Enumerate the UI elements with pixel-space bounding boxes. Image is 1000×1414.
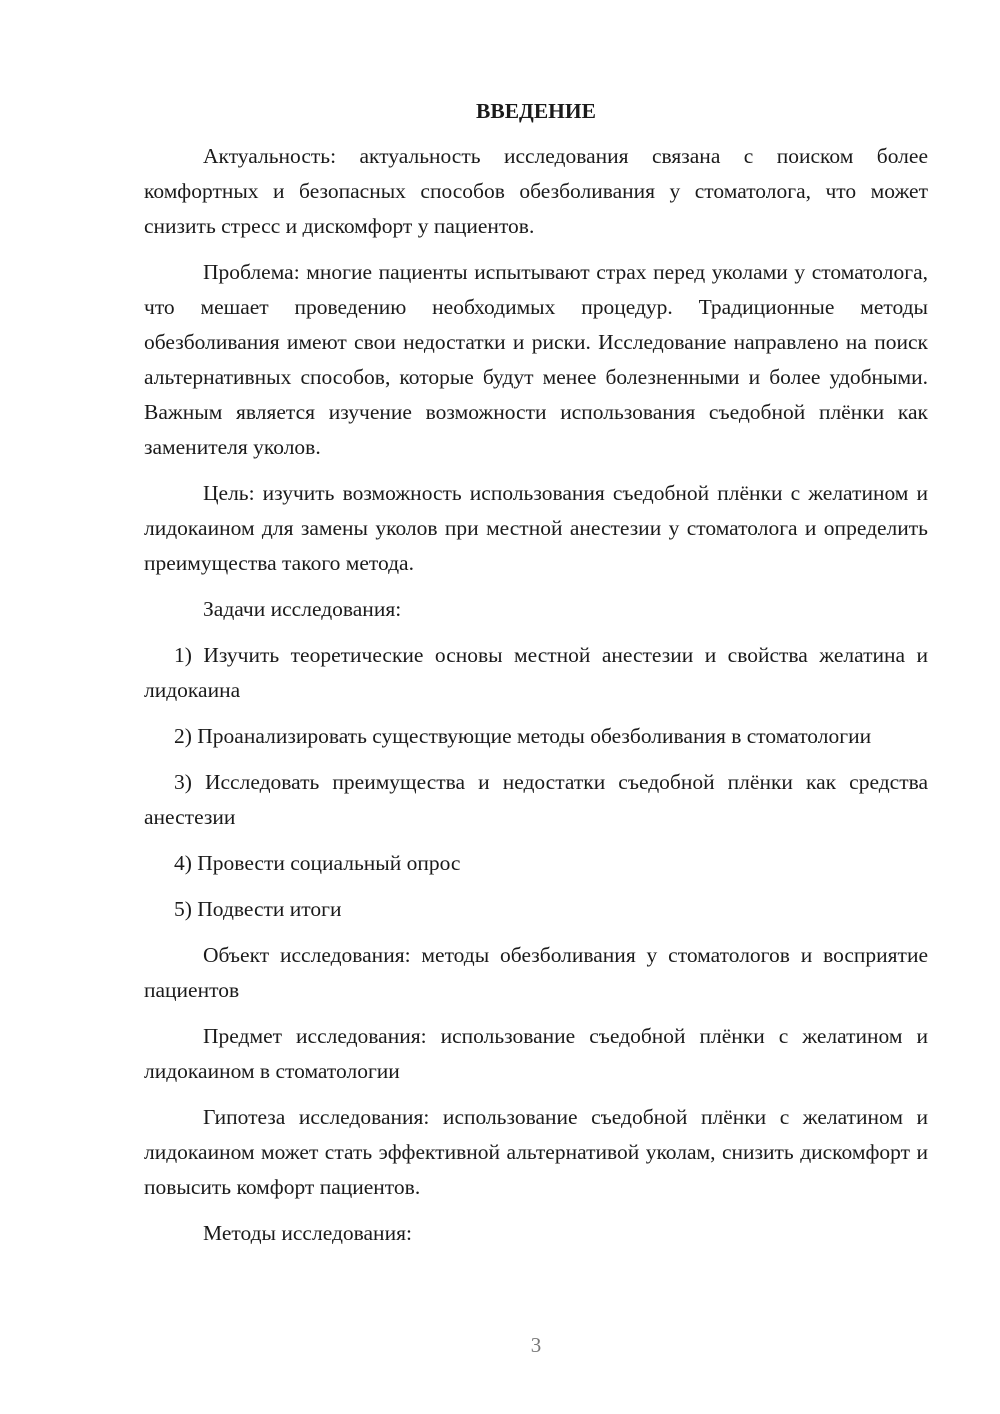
paragraph-problem: Проблема: многие пациенты испытывают страх перед уколами у стоматолога, что мешает проведению необходимых процедур. Традиционные методы обезболивания имеют свои недостатки и риски. Исследование направлено на поиск альтернативных способов, которые будут менее болезненными и более удобными. Важным является изучение возможности использования съедобной плёнки как заменителя уколов. [144,260,928,459]
paragraph-object: Объект исследования: методы обезболивания у стоматологов и восприятие пациентов [144,943,928,1002]
paragraph-subject: Предмет исследования: использование съедобной плёнки с желатином и лидокаином в стоматологии [144,1024,928,1083]
document-page [144,94,928,1251]
paragraph-methods: Методы исследования: [203,1221,412,1245]
list-item: 5) Подвести итоги [174,897,342,921]
paragraph-tasks-heading: Задачи исследования: [203,597,402,621]
page-number: 3 [530,1333,542,1357]
list-item: 4) Провести социальный опрос [174,851,461,875]
list-item: 2) Проанализировать существующие методы обезболивания в стоматологии [174,724,872,748]
section-title: ВВЕДЕНИЕ [476,99,596,123]
paragraph-hypothesis: Гипотеза исследования: использование съедобной плёнки с желатином и лидокаином может стать эффективной альтернативой уколам, снизить дискомфорт и повысить комфорт пациентов. [144,1105,928,1199]
list-item: 3) Исследовать преимущества и недостатки съедобной плёнки как средства анестезии [144,770,928,829]
list-item: 1) Изучить теоретические основы местной анестезии и свойства желатина и лидокаина [144,643,928,702]
paragraph-goal: Цель: изучить возможность использования съедобной плёнки с желатином и лидокаином для замены уколов при местной анестезии у стоматолога и определить преимущества такого метода. [144,481,928,575]
paragraph-relevance: Актуальность: актуальность исследования связана с поиском более комфортных и безопасных способов обезболивания у стоматолога, что может снизить стресс и дискомфорт у пациентов. [144,144,928,238]
